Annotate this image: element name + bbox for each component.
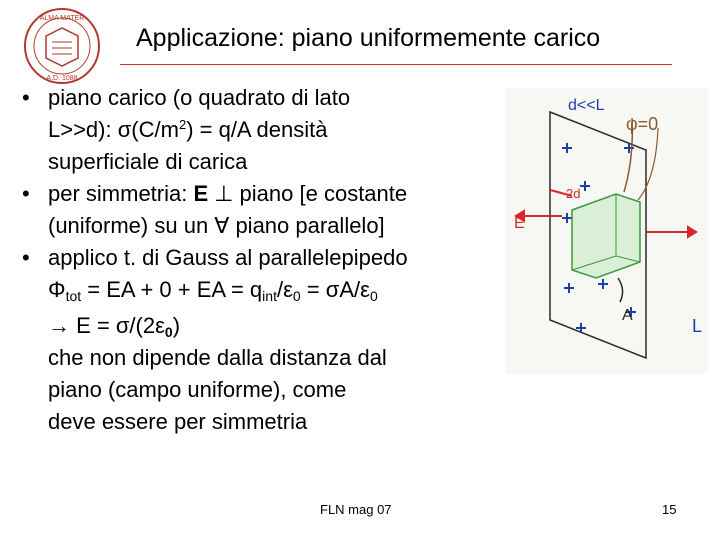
field-vector-E: E [193, 181, 209, 206]
text-segment: ⊥ piano [e costante [208, 181, 408, 206]
slide-body [22, 82, 492, 438]
bullet-text-line: piano (campo uniforme), come [48, 377, 347, 402]
charged-plane-sketch [506, 88, 708, 374]
bullet-text-line [48, 178, 492, 210]
sketch-label-L: L [692, 316, 703, 336]
slide-title: Applicazione: piano uniformemente carico [136, 24, 601, 52]
sketch-label-phi: φ=0 [626, 114, 659, 134]
subscript: tot [65, 288, 82, 304]
gauss-equation [48, 274, 492, 306]
sketch-label-E: E [514, 215, 525, 232]
text-segment: L>>d): σ(C/m [48, 117, 179, 142]
svg-text:ALMA MATER: ALMA MATER [39, 15, 85, 22]
bullet-text-line: (uniforme) su un ∀ piano parallelo] [48, 213, 385, 238]
bullet-text-line: superficiale di carica [48, 149, 248, 174]
superscript: 2 [178, 117, 187, 132]
svg-text:A.D. 1088: A.D. 1088 [46, 75, 78, 82]
bullet-item [22, 178, 492, 242]
sketch-label-d: d<<L [568, 97, 605, 114]
sketch-label-2d: 2d [566, 186, 581, 201]
text-segment: ) [172, 313, 181, 338]
result-equation [48, 310, 492, 342]
bullet-text-line: che non dipende dalla distanza dal [48, 345, 387, 370]
bullet-dot: • [22, 245, 30, 270]
text-segment: → E = σ/(2ε [48, 313, 165, 338]
text-segment: /ε [276, 277, 293, 302]
text-segment: = EA + 0 + EA = q [81, 277, 263, 302]
title-underline [120, 64, 672, 65]
bullet-text-line: applico t. di Gauss al parallelepipedo [48, 245, 408, 270]
subscript: int [262, 288, 277, 304]
bullet-text-line [48, 114, 492, 146]
footer-course-label: FLN mag 07 [320, 502, 392, 517]
subscript: 0 [164, 324, 173, 340]
bullet-text-line: piano carico (o quadrato di lato [48, 85, 351, 110]
bullet-item [22, 82, 492, 178]
bullet-dot: • [22, 181, 30, 206]
bullet-dot: • [22, 85, 30, 110]
page-number: 15 [662, 502, 677, 517]
bullet-item [22, 242, 492, 438]
sketch-label-A: A [622, 307, 633, 324]
text-segment: ) = q/A densità [186, 117, 328, 142]
text-segment: Φ [48, 277, 66, 302]
university-seal-logo [22, 6, 102, 86]
subscript: 0 [369, 288, 378, 304]
subscript: 0 [292, 288, 301, 304]
text-segment: per simmetria: [48, 181, 194, 206]
bullet-text-line: deve essere per simmetria [48, 409, 308, 434]
text-segment: = σA/ε [300, 277, 370, 302]
